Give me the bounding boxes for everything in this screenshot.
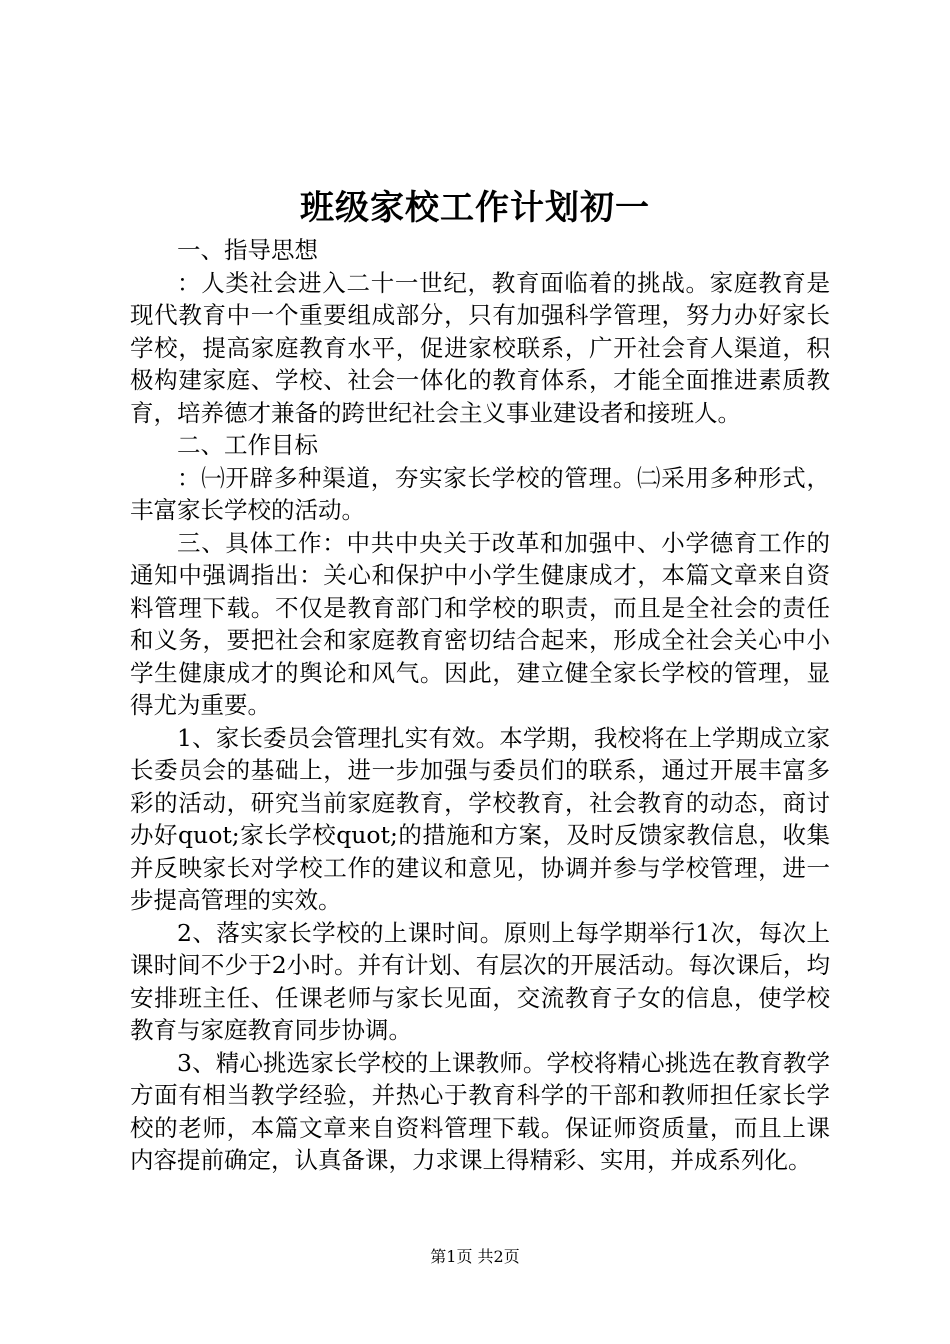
paragraph-item-2: 2、落实家长学校的上课时间。原则上每学期举行1次，每次上课时间不少于2小时。并有计划、有层次的开展活动。每次课后，均安排班主任、任课老师与家长见面，交流教育子女的信息，使学校教育与家庭教育同步协调。 <box>130 918 830 1044</box>
page-number-footer: 第1页 共2页 <box>430 1247 520 1266</box>
paragraph-item-1: 1、家长委员会管理扎实有效。本学期，我校将在上学期成立家长委员会的基础上，进一步加强与委员们的联系，通过开展丰富多彩的活动，研究当前家庭教育，学校教育，社会教育的动态，商讨办好quot;家长学校quot;的措施和方案，及时反馈家教信息，收集并反映家长对学校工作的建议和意见，协调并参与学校管理，进一步提高管理的实效。 <box>130 723 830 914</box>
paragraph-specific-work: 三、具体工作：中共中央关于改革和加强中、小学德育工作的通知中强调指出：关心和保护中小学生健康成才，本篇文章来自资料管理下载。不仅是教育部门和学校的职责，而且是全社会的责任和义务，要把社会和家庭教育密切结合起来，形成全社会关心中小学生健康成才的舆论和风气。因此，建立健全家长学校的管理，显得尤为重要。 <box>130 528 830 719</box>
paragraph-guiding-thought: ：人类社会进入二十一世纪，教育面临着的挑战。家庭教育是现代教育中一个重要组成部分，只有加强科学管理，努力办好家长学校，提高家庭教育水平，促进家校联系，广开社会育人渠道，积极构建家庭、学校、社会一体化的教育体系，才能全面推进素质教育，培养德才兼备的跨世纪社会主义事业建设者和接班人。 <box>130 268 830 427</box>
section-heading-guiding-thought: 一、指导思想 <box>177 236 318 264</box>
section-heading-work-goals: 二、工作目标 <box>177 431 318 459</box>
paragraph-work-goals: ：㈠开辟多种渠道，夯实家长学校的管理。㈡采用多种形式，丰富家长学校的活动。 <box>130 463 830 524</box>
document-body <box>130 234 830 1177</box>
document-title: 班级家校工作计划初一 <box>300 188 650 228</box>
paragraph-item-3: 3、精心挑选家长学校的上课教师。学校将精心挑选在教育教学方面有相当教学经验，并热心于教育科学的干部和教师担任家长学校的老师，本篇文章来自资料管理下载。保证师资质量，而且上课内容提前确定，认真备课，力求课上得精彩、实用，并成系列化。 <box>130 1048 830 1174</box>
